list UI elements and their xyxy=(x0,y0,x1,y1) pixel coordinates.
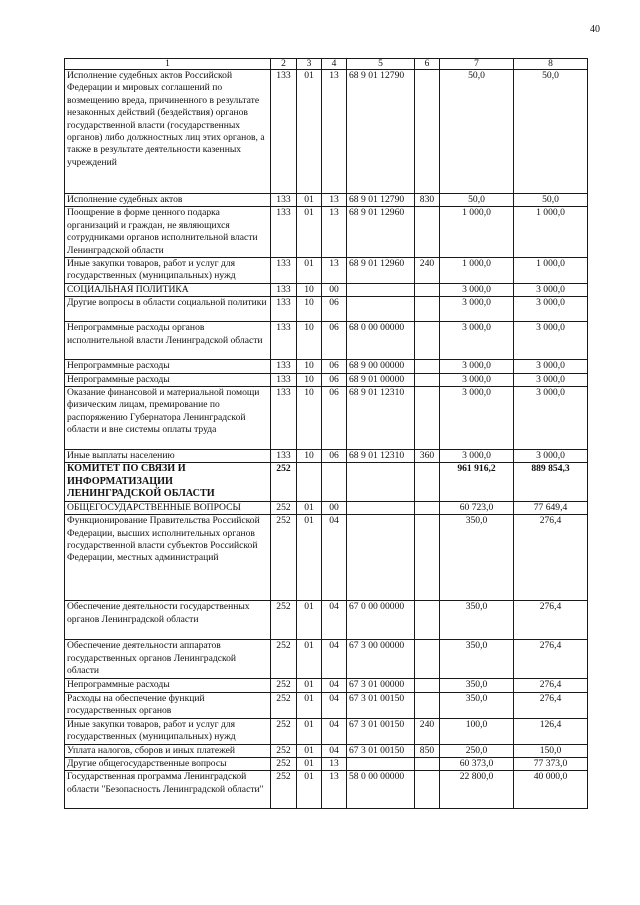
cell-c7: 3 000,0 xyxy=(440,360,514,373)
cell-c2: 133 xyxy=(271,322,297,360)
cell-c4: 04 xyxy=(322,640,347,679)
cell-c8: 3 000,0 xyxy=(514,297,588,322)
cell-c3: 10 xyxy=(297,322,322,360)
cell-c4: 13 xyxy=(322,771,347,809)
cell-c8: 40 000,0 xyxy=(514,771,588,809)
cell-c5: 67 3 01 00000 xyxy=(347,679,415,692)
cell-c2: 252 xyxy=(271,640,297,679)
cell-c6: 360 xyxy=(415,450,440,463)
row-name-cell: Непрограммные расходы органов исполнительной власти Ленинградской области xyxy=(65,322,271,360)
cell-c3: 01 xyxy=(297,501,322,514)
cell-c6 xyxy=(415,70,440,194)
row-name-cell: Поощрение в форме ценного подарка организаций и граждан, не являющихся сотрудниками органов исполнительной власти Ленинградской области xyxy=(65,207,271,258)
cell-c2: 252 xyxy=(271,515,297,601)
row-name-cell: КОМИТЕТ ПО СВЯЗИ И ИНФОРМАТИЗАЦИИ ЛЕНИНГРАДСКОЙ ОБЛАСТИ xyxy=(65,463,271,501)
table-row xyxy=(65,515,588,601)
cell-c7: 60 373,0 xyxy=(440,757,514,770)
cell-c4: 13 xyxy=(322,70,347,194)
header-col-5: 5 xyxy=(347,59,415,70)
cell-c8: 3 000,0 xyxy=(514,322,588,360)
table-row xyxy=(65,501,588,514)
cell-c2: 252 xyxy=(271,757,297,770)
cell-c8: 3 000,0 xyxy=(514,450,588,463)
cell-c2: 133 xyxy=(271,360,297,373)
cell-c6 xyxy=(415,771,440,809)
cell-c3: 10 xyxy=(297,360,322,373)
cell-c7: 22 800,0 xyxy=(440,771,514,809)
header-col-7: 7 xyxy=(440,59,514,70)
cell-c3: 01 xyxy=(297,679,322,692)
cell-c5: 68 9 01 12960 xyxy=(347,207,415,258)
cell-c2: 133 xyxy=(271,373,297,386)
cell-c7: 3 000,0 xyxy=(440,450,514,463)
cell-c6 xyxy=(415,387,440,450)
cell-c6 xyxy=(415,515,440,601)
cell-c6 xyxy=(415,283,440,296)
cell-c6 xyxy=(415,207,440,258)
cell-c8: 50,0 xyxy=(514,194,588,207)
cell-c2: 252 xyxy=(271,771,297,809)
table-row xyxy=(65,207,588,258)
cell-c3: 10 xyxy=(297,283,322,296)
cell-c2: 252 xyxy=(271,601,297,640)
cell-c2: 133 xyxy=(271,70,297,194)
table-row xyxy=(65,258,588,284)
cell-c5: 68 0 00 00000 xyxy=(347,322,415,360)
header-col-1: 1 xyxy=(65,59,271,70)
cell-c6 xyxy=(415,360,440,373)
cell-c5: 67 3 01 00150 xyxy=(347,718,415,744)
row-name-cell: Исполнение судебных актов Российской Федерации и мировых соглашений по возмещению вреда, причиненного в результате незаконных действий (бездействия) органов государственной власти (государственных органов) либо должностных лиц этих органов, а также в результате деятельности казенных учреждений xyxy=(65,70,271,194)
cell-c3: 01 xyxy=(297,640,322,679)
row-name-cell: ОБЩЕГОСУДАРСТВЕННЫЕ ВОПРОСЫ xyxy=(65,501,271,514)
cell-c5: 67 3 00 00000 xyxy=(347,640,415,679)
cell-c5 xyxy=(347,515,415,601)
cell-c3: 01 xyxy=(297,515,322,601)
cell-c2: 252 xyxy=(271,501,297,514)
cell-c5: 68 9 01 12960 xyxy=(347,258,415,284)
cell-c2: 133 xyxy=(271,297,297,322)
cell-c6 xyxy=(415,373,440,386)
cell-c4: 04 xyxy=(322,515,347,601)
cell-c3: 01 xyxy=(297,718,322,744)
row-name-cell: Другие общегосударственные вопросы xyxy=(65,757,271,770)
cell-c2: 252 xyxy=(271,679,297,692)
row-name-cell: Уплата налогов, сборов и иных платежей xyxy=(65,744,271,757)
cell-c4: 04 xyxy=(322,679,347,692)
cell-c4: 00 xyxy=(322,501,347,514)
header-col-8: 8 xyxy=(514,59,588,70)
cell-c2: 252 xyxy=(271,463,297,501)
cell-c7: 350,0 xyxy=(440,515,514,601)
cell-c6: 830 xyxy=(415,194,440,207)
cell-c5 xyxy=(347,297,415,322)
budget-table xyxy=(64,58,588,809)
table-row xyxy=(65,387,588,450)
cell-c5: 58 0 00 00000 xyxy=(347,771,415,809)
cell-c3: 01 xyxy=(297,258,322,284)
cell-c8: 276,4 xyxy=(514,601,588,640)
table-row xyxy=(65,771,588,809)
row-name-cell: Оказание финансовой и материальной помощи физическим лицам, премирование по распоряжению Губернатора Ленинградской области и вне системы оплаты труда xyxy=(65,387,271,450)
cell-c6 xyxy=(415,463,440,501)
cell-c4: 04 xyxy=(322,692,347,718)
cell-c4: 04 xyxy=(322,601,347,640)
cell-c6 xyxy=(415,501,440,514)
cell-c7: 1 000,0 xyxy=(440,258,514,284)
cell-c7: 60 723,0 xyxy=(440,501,514,514)
cell-c5 xyxy=(347,463,415,501)
cell-c5: 67 3 01 00150 xyxy=(347,744,415,757)
cell-c3: 01 xyxy=(297,692,322,718)
cell-c7: 961 916,2 xyxy=(440,463,514,501)
row-name-cell: Иные закупки товаров, работ и услуг для государственных (муниципальных) нужд xyxy=(65,258,271,284)
cell-c5: 68 9 01 12790 xyxy=(347,70,415,194)
cell-c4: 13 xyxy=(322,258,347,284)
cell-c8: 3 000,0 xyxy=(514,360,588,373)
table-row xyxy=(65,640,588,679)
cell-c7: 3 000,0 xyxy=(440,297,514,322)
cell-c5: 68 9 01 12790 xyxy=(347,194,415,207)
header-col-2: 2 xyxy=(271,59,297,70)
cell-c4: 06 xyxy=(322,373,347,386)
cell-c6 xyxy=(415,322,440,360)
cell-c6 xyxy=(415,757,440,770)
cell-c5 xyxy=(347,757,415,770)
page-number: 40 xyxy=(590,24,600,35)
cell-c5: 68 9 01 00000 xyxy=(347,373,415,386)
cell-c6: 850 xyxy=(415,744,440,757)
cell-c4: 06 xyxy=(322,387,347,450)
cell-c8: 150,0 xyxy=(514,744,588,757)
cell-c3: 10 xyxy=(297,387,322,450)
row-name-cell: Обеспечение деятельности аппаратов государственных органов Ленинградской области xyxy=(65,640,271,679)
cell-c7: 1 000,0 xyxy=(440,207,514,258)
row-name-cell: Обеспечение деятельности государственных органов Ленинградской области xyxy=(65,601,271,640)
cell-c8: 276,4 xyxy=(514,679,588,692)
cell-c6 xyxy=(415,297,440,322)
table-row xyxy=(65,70,588,194)
table-row xyxy=(65,360,588,373)
cell-c2: 252 xyxy=(271,692,297,718)
cell-c8: 889 854,3 xyxy=(514,463,588,501)
cell-c7: 350,0 xyxy=(440,640,514,679)
cell-c4: 06 xyxy=(322,297,347,322)
cell-c3: 10 xyxy=(297,373,322,386)
table-row xyxy=(65,692,588,718)
row-name-cell: Иные закупки товаров, работ и услуг для государственных (муниципальных) нужд xyxy=(65,718,271,744)
row-name-cell: Непрограммные расходы xyxy=(65,679,271,692)
cell-c8: 276,4 xyxy=(514,640,588,679)
cell-c6 xyxy=(415,640,440,679)
cell-c6 xyxy=(415,601,440,640)
cell-c3: 01 xyxy=(297,207,322,258)
table-row xyxy=(65,450,588,463)
cell-c8: 3 000,0 xyxy=(514,387,588,450)
table-row xyxy=(65,744,588,757)
cell-c2: 133 xyxy=(271,283,297,296)
cell-c4: 04 xyxy=(322,744,347,757)
cell-c6 xyxy=(415,692,440,718)
cell-c7: 350,0 xyxy=(440,692,514,718)
header-col-6: 6 xyxy=(415,59,440,70)
cell-c7: 3 000,0 xyxy=(440,373,514,386)
table-row xyxy=(65,463,588,501)
cell-c3: 10 xyxy=(297,450,322,463)
cell-c3: 01 xyxy=(297,70,322,194)
header-col-4: 4 xyxy=(322,59,347,70)
cell-c4: 04 xyxy=(322,718,347,744)
cell-c2: 133 xyxy=(271,387,297,450)
cell-c7: 3 000,0 xyxy=(440,322,514,360)
table-row xyxy=(65,322,588,360)
cell-c7: 350,0 xyxy=(440,601,514,640)
row-name-cell: Исполнение судебных актов xyxy=(65,194,271,207)
cell-c4: 06 xyxy=(322,450,347,463)
cell-c3: 10 xyxy=(297,297,322,322)
cell-c7: 50,0 xyxy=(440,70,514,194)
cell-c2: 133 xyxy=(271,450,297,463)
cell-c2: 133 xyxy=(271,194,297,207)
cell-c4 xyxy=(322,463,347,501)
table-row xyxy=(65,601,588,640)
cell-c5: 68 9 00 00000 xyxy=(347,360,415,373)
cell-c3: 01 xyxy=(297,771,322,809)
cell-c8: 276,4 xyxy=(514,515,588,601)
table-row xyxy=(65,718,588,744)
table-row xyxy=(65,757,588,770)
header-col-3: 3 xyxy=(297,59,322,70)
row-name-cell: СОЦИАЛЬНАЯ ПОЛИТИКА xyxy=(65,283,271,296)
cell-c5 xyxy=(347,501,415,514)
cell-c4: 06 xyxy=(322,360,347,373)
cell-c6: 240 xyxy=(415,718,440,744)
cell-c2: 133 xyxy=(271,258,297,284)
cell-c4: 13 xyxy=(322,194,347,207)
cell-c8: 276,4 xyxy=(514,692,588,718)
cell-c5: 67 3 01 00150 xyxy=(347,692,415,718)
table-row xyxy=(65,679,588,692)
cell-c3: 01 xyxy=(297,744,322,757)
cell-c6 xyxy=(415,679,440,692)
cell-c7: 100,0 xyxy=(440,718,514,744)
cell-c3: 01 xyxy=(297,757,322,770)
table-row xyxy=(65,283,588,296)
cell-c7: 3 000,0 xyxy=(440,387,514,450)
cell-c8: 1 000,0 xyxy=(514,258,588,284)
row-name-cell: Функционирование Правительства Российской Федерации, высших исполнительных органов государственной власти субъектов Российской Федерации, местных администраций xyxy=(65,515,271,601)
table-row xyxy=(65,194,588,207)
cell-c2: 252 xyxy=(271,744,297,757)
cell-c8: 3 000,0 xyxy=(514,283,588,296)
row-name-cell: Другие вопросы в области социальной политики xyxy=(65,297,271,322)
table-row xyxy=(65,373,588,386)
cell-c5: 67 0 00 00000 xyxy=(347,601,415,640)
cell-c5: 68 9 01 12310 xyxy=(347,450,415,463)
cell-c4: 06 xyxy=(322,322,347,360)
cell-c4: 13 xyxy=(322,757,347,770)
cell-c3: 01 xyxy=(297,601,322,640)
table-header-row xyxy=(65,59,588,70)
row-name-cell: Расходы на обеспечение функций государственных органов xyxy=(65,692,271,718)
cell-c4: 13 xyxy=(322,207,347,258)
cell-c5: 68 9 01 12310 xyxy=(347,387,415,450)
row-name-cell: Непрограммные расходы xyxy=(65,360,271,373)
cell-c4: 00 xyxy=(322,283,347,296)
cell-c3: 01 xyxy=(297,194,322,207)
cell-c8: 1 000,0 xyxy=(514,207,588,258)
row-name-cell: Государственная программа Ленинградской области "Безопасность Ленинградской области" xyxy=(65,771,271,809)
table-row xyxy=(65,297,588,322)
cell-c5 xyxy=(347,283,415,296)
cell-c7: 250,0 xyxy=(440,744,514,757)
cell-c8: 77 373,0 xyxy=(514,757,588,770)
row-name-cell: Иные выплаты населению xyxy=(65,450,271,463)
cell-c2: 133 xyxy=(271,207,297,258)
cell-c8: 126,4 xyxy=(514,718,588,744)
cell-c8: 3 000,0 xyxy=(514,373,588,386)
cell-c7: 350,0 xyxy=(440,679,514,692)
cell-c8: 50,0 xyxy=(514,70,588,194)
cell-c3 xyxy=(297,463,322,501)
row-name-cell: Непрограммные расходы xyxy=(65,373,271,386)
cell-c7: 3 000,0 xyxy=(440,283,514,296)
cell-c7: 50,0 xyxy=(440,194,514,207)
cell-c6: 240 xyxy=(415,258,440,284)
cell-c8: 77 649,4 xyxy=(514,501,588,514)
cell-c2: 252 xyxy=(271,718,297,744)
